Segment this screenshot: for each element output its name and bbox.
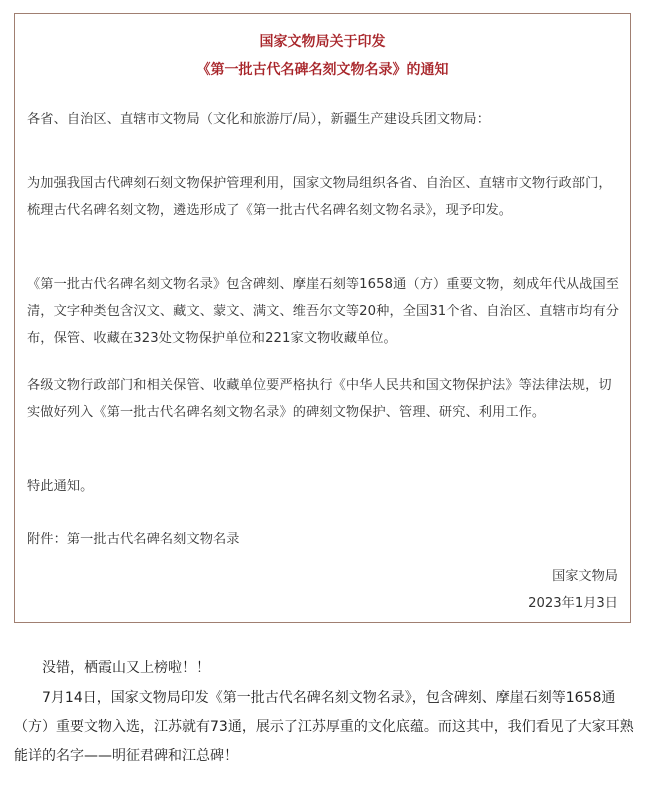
notice-signature-date: 2023年1月3日	[528, 596, 618, 611]
notice-box	[14, 13, 631, 623]
notice-paragraph-closing: 特此通知。	[27, 479, 94, 494]
article-paragraph: 7月14日，国家文物局印发《第一批古代名碑名刻文物名录》，包含碑刻、摩崖石刻等1658通（方）重要文物入选，江苏就有73通，展示了江苏厚重的文化底蕴。而这其中，我们看见了大家耳熟能详的名字——明征君碑和江总碑！	[14, 690, 634, 764]
notice-title-line2: 《第一批古代名碑名刻文物名录》的通知	[196, 62, 449, 78]
notice-paragraph-purpose: 为加强我国古代碑刻石刻文物保护管理利用，国家文物局组织各省、自治区、直辖市文物行政部门，梳理古代名碑名刻文物，遴选形成了《第一批古代名碑名刻文物名录》，现予印发。	[27, 176, 612, 218]
notice-paragraph-requirements: 各级文物行政部门和相关保管、收藏单位要严格执行《中华人民共和国文物保护法》等法律法规，切实做好列入《第一批古代名碑名刻文物名录》的碑刻文物保护、管理、研究、利用工作。	[27, 378, 612, 420]
article-intro-line: 没错，栖霞山又上榜啦！！	[42, 660, 210, 676]
notice-paragraph-scope: 《第一批古代名碑名刻文物名录》包含碑刻、摩崖石刻等1658通（方）重要文物，刻成年代从战国至清，文字种类包含汉文、藏文、蒙文、满文、维吾尔文等20种，全国31个省、自治区、直辖市均有分布，保管、收藏在323处文物保护单位和221家文物收藏单位。	[27, 277, 620, 346]
notice-signature-org: 国家文物局	[552, 569, 618, 584]
notice-attachment: 附件：第一批古代名碑名刻文物名录	[27, 532, 240, 547]
notice-title-line1: 国家文物局关于印发	[259, 34, 386, 50]
notice-salutation: 各省、自治区、直辖市文物局（文化和旅游厅/局），新疆生产建设兵团文物局：	[27, 112, 491, 127]
